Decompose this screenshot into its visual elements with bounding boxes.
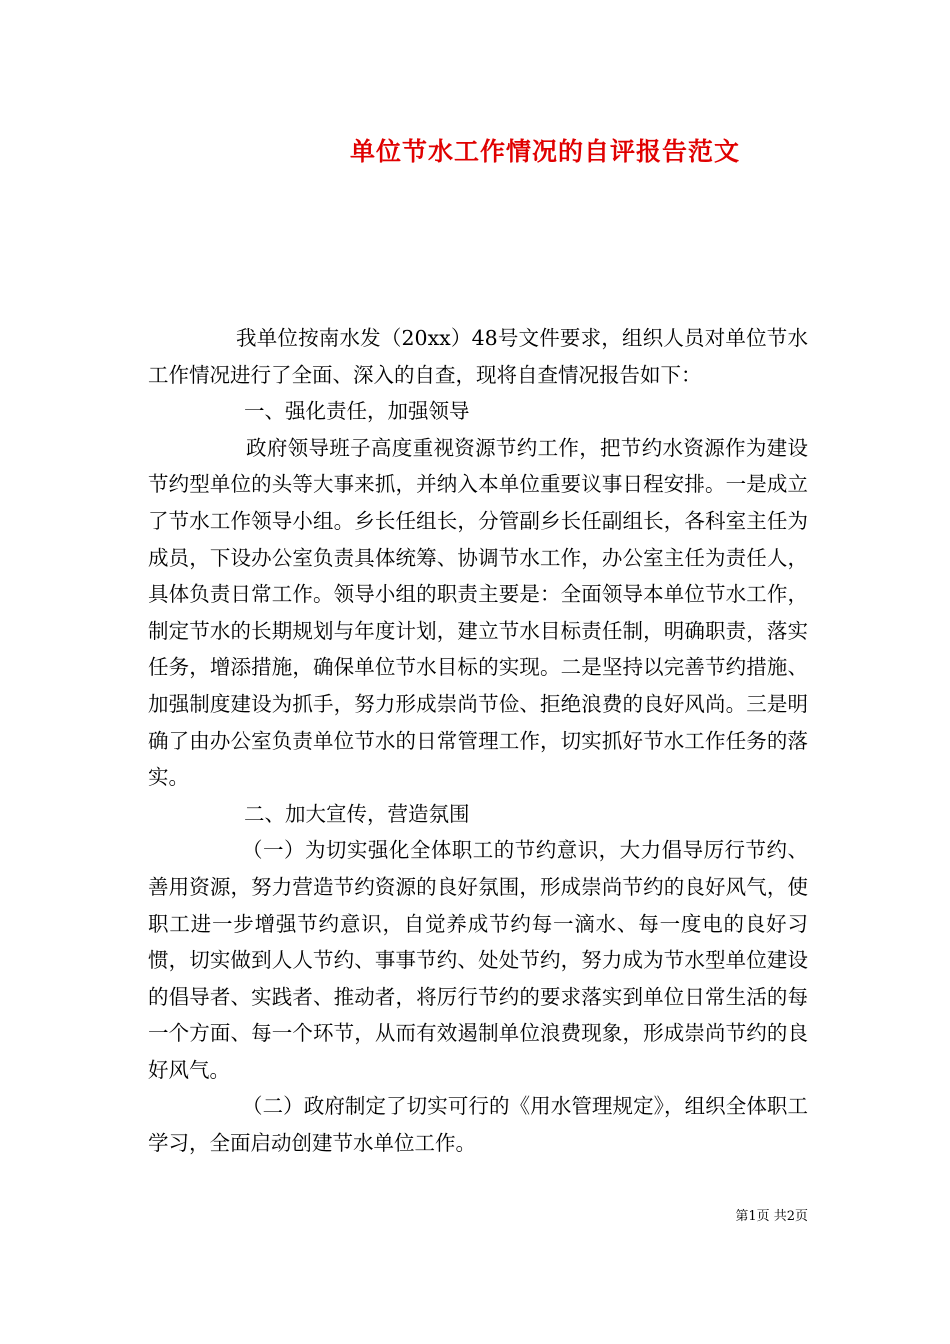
paragraph-publicity-2: （二）政府制定了切实可行的《用水管理规定》，组织全体职工学习，全面启动创建节水单位工作。	[148, 1094, 808, 1156]
page-number-footer: 第1页 共2页	[735, 1209, 808, 1224]
document-body	[148, 320, 808, 1162]
paragraph-leadership: 政府领导班子高度重视资源节约工作，把节约水资源作为建设节约型单位的头等大事来抓，并纳入本单位重要议事日程安排。一是成立了节水工作领导小组。乡长任组长，分管副乡长任副组长，各科室主任为成员，下设办公室负责具体统筹、协调节水工作，办公室主任为责任人，具体负责日常工作。领导小组的职责主要是：全面领导本单位节水工作，制定节水的长期规划与年度计划，建立节水目标责任制，明确职责，落实任务，增添措施，确保单位节水目标的实现。二是坚持以完善节约措施、加强制度建设为抓手，努力形成崇尚节俭、拒绝浪费的良好风尚。三是明确了由办公室负责单位节水的日常管理工作，切实抓好节水工作任务的落实。	[148, 435, 808, 790]
document-title-text: 单位节水工作情况的自评报告范文	[349, 137, 740, 166]
section-heading-1: 一、强化责任，加强领导	[244, 399, 470, 424]
paragraph-intro: 我单位按南水发（20xx）48号文件要求，组织人员对单位节水工作情况进行了全面、深入的自查，现将自查情况报告如下：	[148, 326, 808, 387]
paragraph-publicity-1: （一）为切实强化全体职工的节约意识，大力倡导厉行节约、善用资源，努力营造节约资源的良好氛围，形成崇尚节约的良好风气，使职工进一步增强节约意识，自觉养成节约每一滴水、每一度电的良好习惯，切实做到人人节约、事事节约、处处节约，努力成为节水型单位建设的倡导者、实践者、推动者，将厉行节约的要求落实到单位日常生活的每一个方面、每一个环节，从而有效遏制单位浪费现象，形成崇尚节约的良好风气。	[148, 838, 808, 1082]
section-heading-2: 二、加大宣传，营造氛围	[244, 801, 470, 826]
document-title	[0, 132, 950, 168]
